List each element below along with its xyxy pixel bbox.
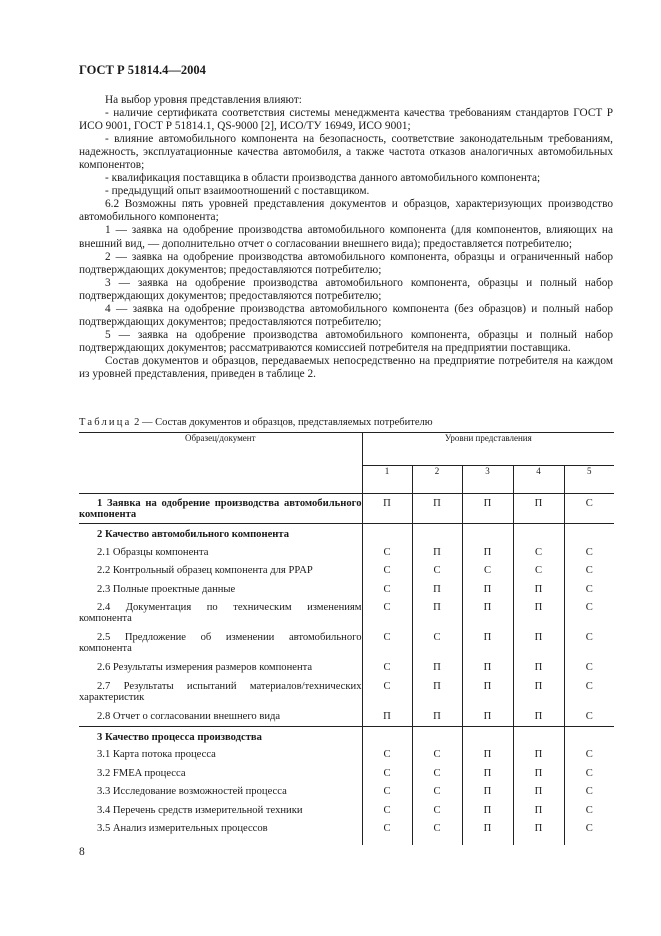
row-name-text: 2.4 Документация по техническим изменениям компонента: [79, 602, 362, 624]
row-name: 2.8 Отчет о согласовании внешнего вида: [79, 708, 362, 727]
spacer-cell: [79, 839, 362, 845]
level-value: П: [513, 599, 564, 629]
row-name: [79, 629, 362, 659]
level-value: С: [362, 629, 412, 659]
table-row: [79, 708, 614, 727]
table-row: [79, 599, 614, 629]
table-row: [79, 678, 614, 708]
spacer-cell: [412, 839, 462, 845]
level-value: П: [513, 581, 564, 600]
table-row: [79, 765, 614, 784]
level-value: П: [513, 678, 564, 708]
level-value: [462, 524, 513, 544]
level-value: С: [362, 562, 412, 581]
row-name: 3.5 Анализ измерительных процессов: [79, 820, 362, 839]
level-value: С: [585, 804, 593, 816]
level-value: П: [462, 708, 513, 727]
row-name: 2.1 Образцы компонента: [79, 544, 362, 563]
level-value: С: [362, 544, 412, 563]
level-value: П: [462, 746, 513, 765]
level-value: П: [412, 544, 462, 563]
level-header: 3: [462, 466, 513, 494]
level-value: П: [412, 581, 462, 600]
level-value: П: [462, 820, 513, 839]
level-value: П: [513, 746, 564, 765]
level-value: П: [462, 802, 513, 821]
level-value: С: [362, 783, 412, 802]
paragraph: 2 — заявка на одобрение производства автомобильного компонента, образцы и ограниченный набор подтверждающих документов; предоставляются потребителю;: [79, 250, 613, 276]
row-name-text: 1 Заявка на одобрение производства автомобильного компонента: [79, 498, 362, 520]
table-row: [79, 494, 614, 524]
spacer-cell: [462, 839, 513, 845]
level-value: С: [585, 602, 593, 613]
table-row: [79, 802, 614, 821]
level-value: С: [412, 802, 462, 821]
level-value: П: [462, 765, 513, 784]
level-value: С: [585, 680, 593, 692]
level-value: С: [585, 546, 593, 558]
spacer-cell: [564, 839, 614, 845]
level-value: С: [362, 746, 412, 765]
level-value: П: [462, 678, 513, 708]
level-value: П: [412, 678, 462, 708]
row-name: 2.3 Полные проектные данные: [79, 581, 362, 600]
level-value: С: [513, 544, 564, 563]
row-name: 3.1 Карта потока процесса: [79, 746, 362, 765]
level-value: С: [362, 765, 412, 784]
level-value: П: [412, 599, 462, 629]
level-value: П: [362, 494, 412, 524]
table-caption: [79, 417, 433, 428]
document-header: ГОСТ Р 51814.4—2004: [79, 63, 206, 77]
table-row: [79, 783, 614, 802]
level-value: С: [585, 710, 593, 722]
level-value: С: [362, 659, 412, 678]
level-value: П: [513, 629, 564, 659]
row-name-text: 2.7 Результаты испытаний материалов/технических характеристик: [79, 680, 362, 703]
level-value: С: [585, 565, 593, 576]
documents-table: [79, 432, 614, 845]
paragraph: 4 — заявка на одобрение производства автомобильного компонента (без образцов) и полный набор подтверждающих документов; предоставляются потребителю;: [79, 302, 613, 328]
level-value: [564, 726, 614, 746]
level-value: С: [412, 765, 462, 784]
level-value: П: [462, 659, 513, 678]
level-value: [412, 524, 462, 544]
level-value: П: [462, 581, 513, 600]
level-value: С: [362, 802, 412, 821]
table-row: [79, 581, 614, 600]
row-name-text: 2 Качество автомобильного компонента: [97, 529, 290, 540]
table-row: [79, 746, 614, 765]
level-value: С: [412, 746, 462, 765]
row-name: [79, 599, 362, 629]
table-row: [79, 629, 614, 659]
row-name: [79, 494, 362, 524]
level-value: П: [362, 708, 412, 727]
level-value: С: [585, 632, 593, 643]
level-value: П: [462, 629, 513, 659]
paragraph: 5 — заявка на одобрение производства автомобильного компонента, образцы и полный набор подтверждающих документов; рассматриваются комиссией потребителя на предприятии поставщика.: [79, 328, 613, 354]
table-row: [79, 524, 614, 544]
level-value: П: [462, 783, 513, 802]
level-value: П: [513, 820, 564, 839]
table-bottom-spacer: [79, 839, 614, 845]
level-value: С: [412, 820, 462, 839]
level-value: П: [412, 494, 462, 524]
level-value: П: [462, 599, 513, 629]
paragraph: 6.2 Возможны пять уровней представления документов и образцов, характеризующих производство автомобильного компонента;: [79, 198, 613, 224]
paragraph: - наличие сертификата соответствия системы менеджмента качества требованиям стандартов ГОСТ Р ИСО 9001, ГОСТ Р 51814.1, QS-9000 [2], ИСО/ТУ 16949, ИСО 9001;: [79, 107, 613, 133]
level-value: С: [412, 783, 462, 802]
level-value: С: [362, 678, 412, 708]
level-value: [513, 524, 564, 544]
level-value: П: [412, 659, 462, 678]
level-value: П: [462, 494, 513, 524]
spacer-cell: [362, 839, 412, 845]
spacer-cell: [513, 839, 564, 845]
level-header: 2: [412, 466, 462, 494]
table-row: [79, 726, 614, 746]
level-header: 5: [564, 466, 614, 494]
body-text: [79, 94, 613, 381]
level-value: [462, 726, 513, 746]
row-name: 3.2 FMEA процесса: [79, 765, 362, 784]
level-value: С: [513, 562, 564, 581]
row-name-text: 2.5 Предложение об изменении автомобильного компонента: [79, 632, 362, 654]
level-value: С: [412, 629, 462, 659]
level-value: [513, 726, 564, 746]
level-value: П: [513, 783, 564, 802]
level-value: П: [513, 659, 564, 678]
table-row: [79, 544, 614, 563]
level-value: [362, 726, 412, 746]
level-value: С: [564, 494, 614, 524]
level-value: С: [585, 786, 593, 797]
level-value: [412, 726, 462, 746]
level-value: С: [362, 820, 412, 839]
level-value: С: [585, 767, 593, 779]
paragraph: 3 — заявка на одобрение производства автомобильного компонента, образцы и полный набор подтверждающих документов; предоставляются потребителю;: [79, 276, 613, 302]
row-name: 3.4 Перечень средств измерительной техники: [79, 802, 362, 821]
level-value: С: [585, 749, 593, 760]
level-value: С: [362, 581, 412, 600]
row-name: 3.3 Исследование возможностей процесса: [79, 783, 362, 802]
row-name: [79, 726, 362, 746]
level-value: С: [462, 562, 513, 581]
paragraph: - предыдущий опыт взаимоотношений с поставщиком.: [105, 185, 370, 198]
level-value: П: [513, 802, 564, 821]
level-value: [362, 524, 412, 544]
level-value: [564, 524, 614, 544]
level-value: П: [462, 544, 513, 563]
row-name: 2.2 Контрольный образец компонента для PPAP: [79, 562, 362, 581]
paragraph: - квалификация поставщика в области производства данного автомобильного компонента;: [105, 172, 541, 185]
page-number: 8: [79, 846, 85, 858]
level-value: П: [513, 494, 564, 524]
column-header-sample: Образец/документ: [79, 433, 362, 494]
paragraph: На выбор уровня представления влияют:: [105, 94, 302, 106]
table-row: [79, 659, 614, 678]
level-value: С: [585, 662, 593, 673]
level-value: П: [412, 708, 462, 727]
table-row: [79, 820, 614, 839]
level-value: С: [585, 823, 593, 834]
row-name: [79, 524, 362, 544]
table-caption-label: Таблица: [79, 417, 132, 428]
paragraph: Состав документов и образцов, передаваемых непосредственно на предприятие потребителя на каждом из уровней представления, приведен в таблице 2.: [79, 354, 613, 380]
table-row: [79, 562, 614, 581]
level-value: С: [412, 562, 462, 581]
level-value: П: [513, 765, 564, 784]
row-name-text: 3 Качество процесса производства: [97, 731, 262, 743]
level-value: П: [513, 708, 564, 727]
table-caption-text: 2 — Состав документов и образцов, представляемых потребителю: [131, 417, 433, 428]
row-name: 2.6 Результаты измерения размеров компонента: [79, 659, 362, 678]
row-name: [79, 678, 362, 708]
level-value: С: [362, 599, 412, 629]
level-header: 4: [513, 466, 564, 494]
paragraph: 1 — заявка на одобрение производства автомобильного компонента (для компонентов, влияющих на внешний вид, — дополнительно отчет о согласовании внешнего вида); предоставляется потребителю;: [79, 224, 613, 250]
paragraph: - влияние автомобильного компонента на безопасность, соответствие законодательным требованиям, надежность, эксплуатационные качества автомобиля, а также частота отказов аналогичных автомобильных компонентов;: [79, 133, 613, 172]
levels-header: Уровни представления: [362, 433, 614, 466]
level-value: С: [585, 583, 593, 595]
level-header: 1: [362, 466, 412, 494]
